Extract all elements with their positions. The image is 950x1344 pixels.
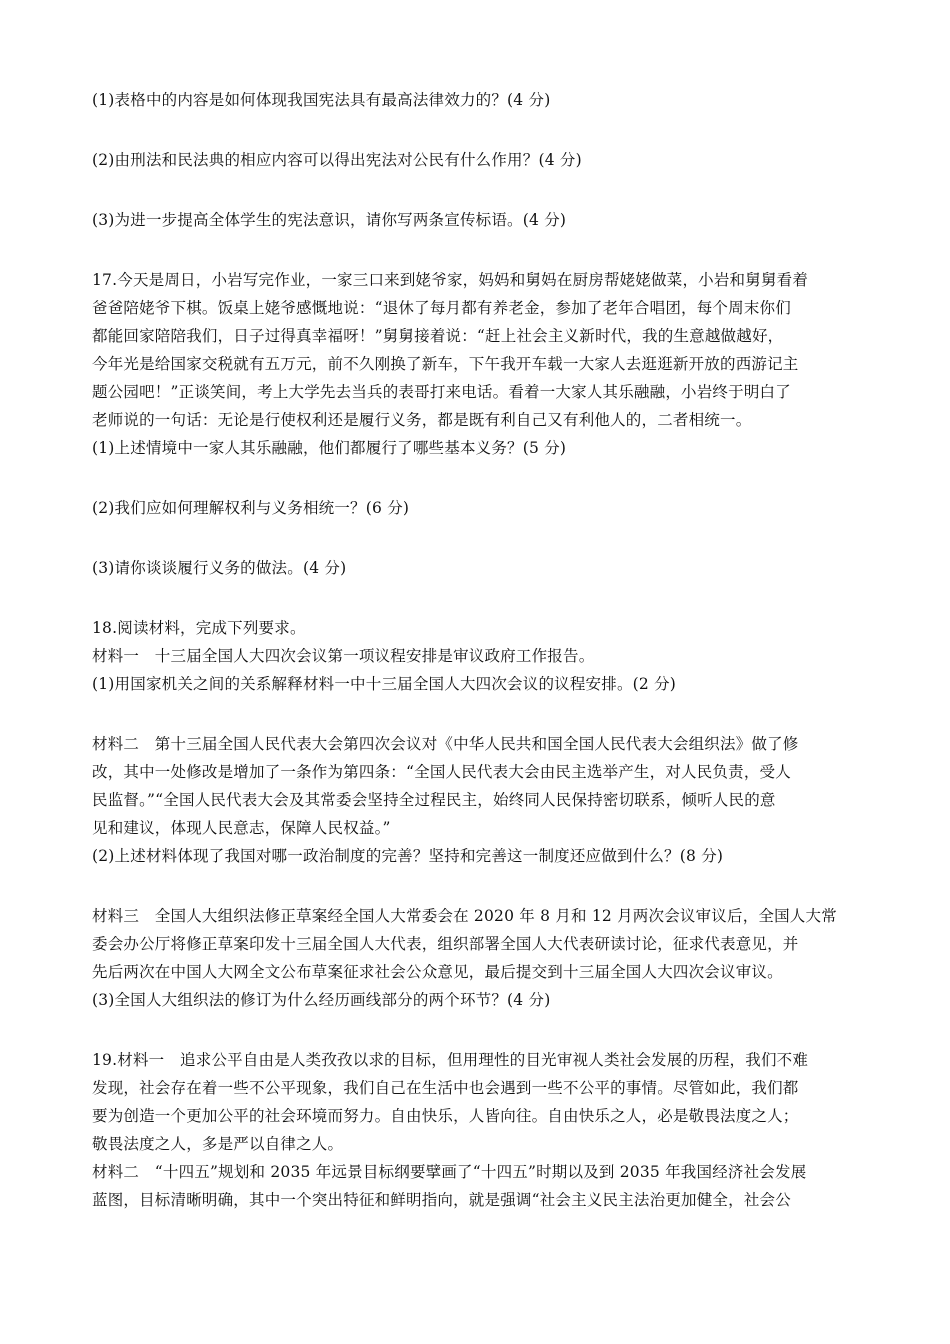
exam-page — [92, 86, 862, 1214]
q16-sub2: (2)由刑法和民法典的相应内容可以得出宪法对公民有什么作用？(4 分) — [92, 151, 582, 169]
q17-stem-line: 题公园吧！”正谈笑间，考上大学先去当兵的表哥打来电话。看着一大家人其乐融融，小岩终于明白了 — [92, 383, 791, 401]
q16-sub1: (1)表格中的内容是如何体现我国宪法具有最高法律效力的？(4 分) — [92, 91, 551, 109]
q19-m1-line: 敬畏法度之人，多是严以自律之人。 — [92, 1135, 344, 1153]
q17-stem-line: 今年光是给国家交税就有五万元，前不久刚换了新车，下午我开车载一大家人去逛逛新开放的西游记主 — [92, 355, 799, 373]
q16-sub3: (3)为进一步提高全体学生的宪法意识，请你写两条宣传标语。(4 分) — [92, 211, 567, 229]
q18-material-2 — [92, 730, 862, 842]
q18-m2-line: 见和建议，体现人民意志，保障人民权益。” — [92, 819, 391, 837]
q18-material-1: 材料一 十三届全国人大四次会议第一项议程安排是审议政府工作报告。 — [92, 647, 595, 665]
q18-m3-line: 材料三 全国人大组织法修正草案经全国人大常委会在 2020 年 8 月和 12 月两次会议审议后，全国人大常 — [92, 907, 837, 925]
q17-sub3: (3)请你谈谈履行义务的做法。(4 分) — [92, 559, 347, 577]
q19-m2-line: 材料二 “十四五”规划和 2035 年远景目标纲要擘画了“十四五”时期以及到 2035 年我国经济社会发展 — [92, 1163, 807, 1181]
q18-m2-line: 材料二 第十三届全国人民代表大会第四次会议对《中华人民共和国全国人民代表大会组织法》做了修 — [92, 735, 799, 753]
q19-m1-line: 要为创造一个更加公平的社会环境而努力。自由快乐，人皆向往。自由快乐之人，必是敬畏法度之人； — [92, 1107, 799, 1125]
q18-sub2: (2)上述材料体现了我国对哪一政治制度的完善？坚持和完善这一制度还应做到什么？(8 分) — [92, 847, 724, 865]
q17-stem-line: 爸爸陪姥爷下棋。饭桌上姥爷感慨地说：“退休了每月都有养老金，参加了老年合唱团，每个周末你们 — [92, 299, 791, 317]
q17-stem — [92, 266, 862, 434]
q18-m2-line: 民监督。”“全国人民代表大会及其常委会坚持全过程民主，始终同人民保持密切联系，倾听人民的意 — [92, 791, 776, 809]
q19-m1-line: 19.材料一 追求公平自由是人类孜孜以求的目标，但用理性的目光审视人类社会发展的历程，我们不难 — [92, 1051, 809, 1069]
q17-stem-line: 都能回家陪陪我们，日子过得真幸福呀！”舅舅接着说：“赶上社会主义新时代，我的生意越做越好， — [92, 327, 784, 345]
q17-stem-line: 老师说的一句话：无论是行使权利还是履行义务，都是既有利自己又有利他人的，二者相统一。 — [92, 411, 752, 429]
q18-m2-line: 改，其中一处修改是增加了一条作为第四条：“全国人民代表大会由民主选举产生，对人民负责，受人 — [92, 763, 791, 781]
q18-material-3 — [92, 902, 862, 986]
q19-m1-line: 发现，社会存在着一些不公平现象，我们自己在生活中也会遇到一些不公平的事情。尽管如此，我们都 — [92, 1079, 799, 1097]
q19-material-2 — [92, 1158, 862, 1214]
q17-sub2: (2)我们应如何理解权利与义务相统一？(6 分) — [92, 499, 410, 517]
q18-sub3: (3)全国人大组织法的修订为什么经历画线部分的两个环节？(4 分) — [92, 991, 551, 1009]
q19-m2-line: 蓝图，目标清晰明确，其中一个突出特征和鲜明指向，就是强调“社会主义民主法治更加健全，社会公 — [92, 1191, 791, 1209]
q17-sub1: (1)上述情境中一家人其乐融融，他们都履行了哪些基本义务？(5 分) — [92, 439, 567, 457]
q18-intro: 18.阅读材料，完成下列要求。 — [92, 619, 306, 637]
q18-m3-line: 委会办公厅将修正草案印发十三届全国人大代表，组织部署全国人大代表研读讨论，征求代表意见，并 — [92, 935, 799, 953]
q18-m3-line: 先后两次在中国人大网全文公布草案征求社会公众意见，最后提交到十三届全国人大四次会议审议。 — [92, 963, 783, 981]
q18-sub1: (1)用国家机关之间的关系解释材料一中十三届全国人大四次会议的议程安排。(2 分) — [92, 675, 677, 693]
q19-material-1 — [92, 1046, 862, 1158]
q17-stem-line: 17.今天是周日，小岩写完作业，一家三口来到姥爷家，妈妈和舅妈在厨房帮姥姥做菜，小岩和舅舅看着 — [92, 271, 809, 289]
